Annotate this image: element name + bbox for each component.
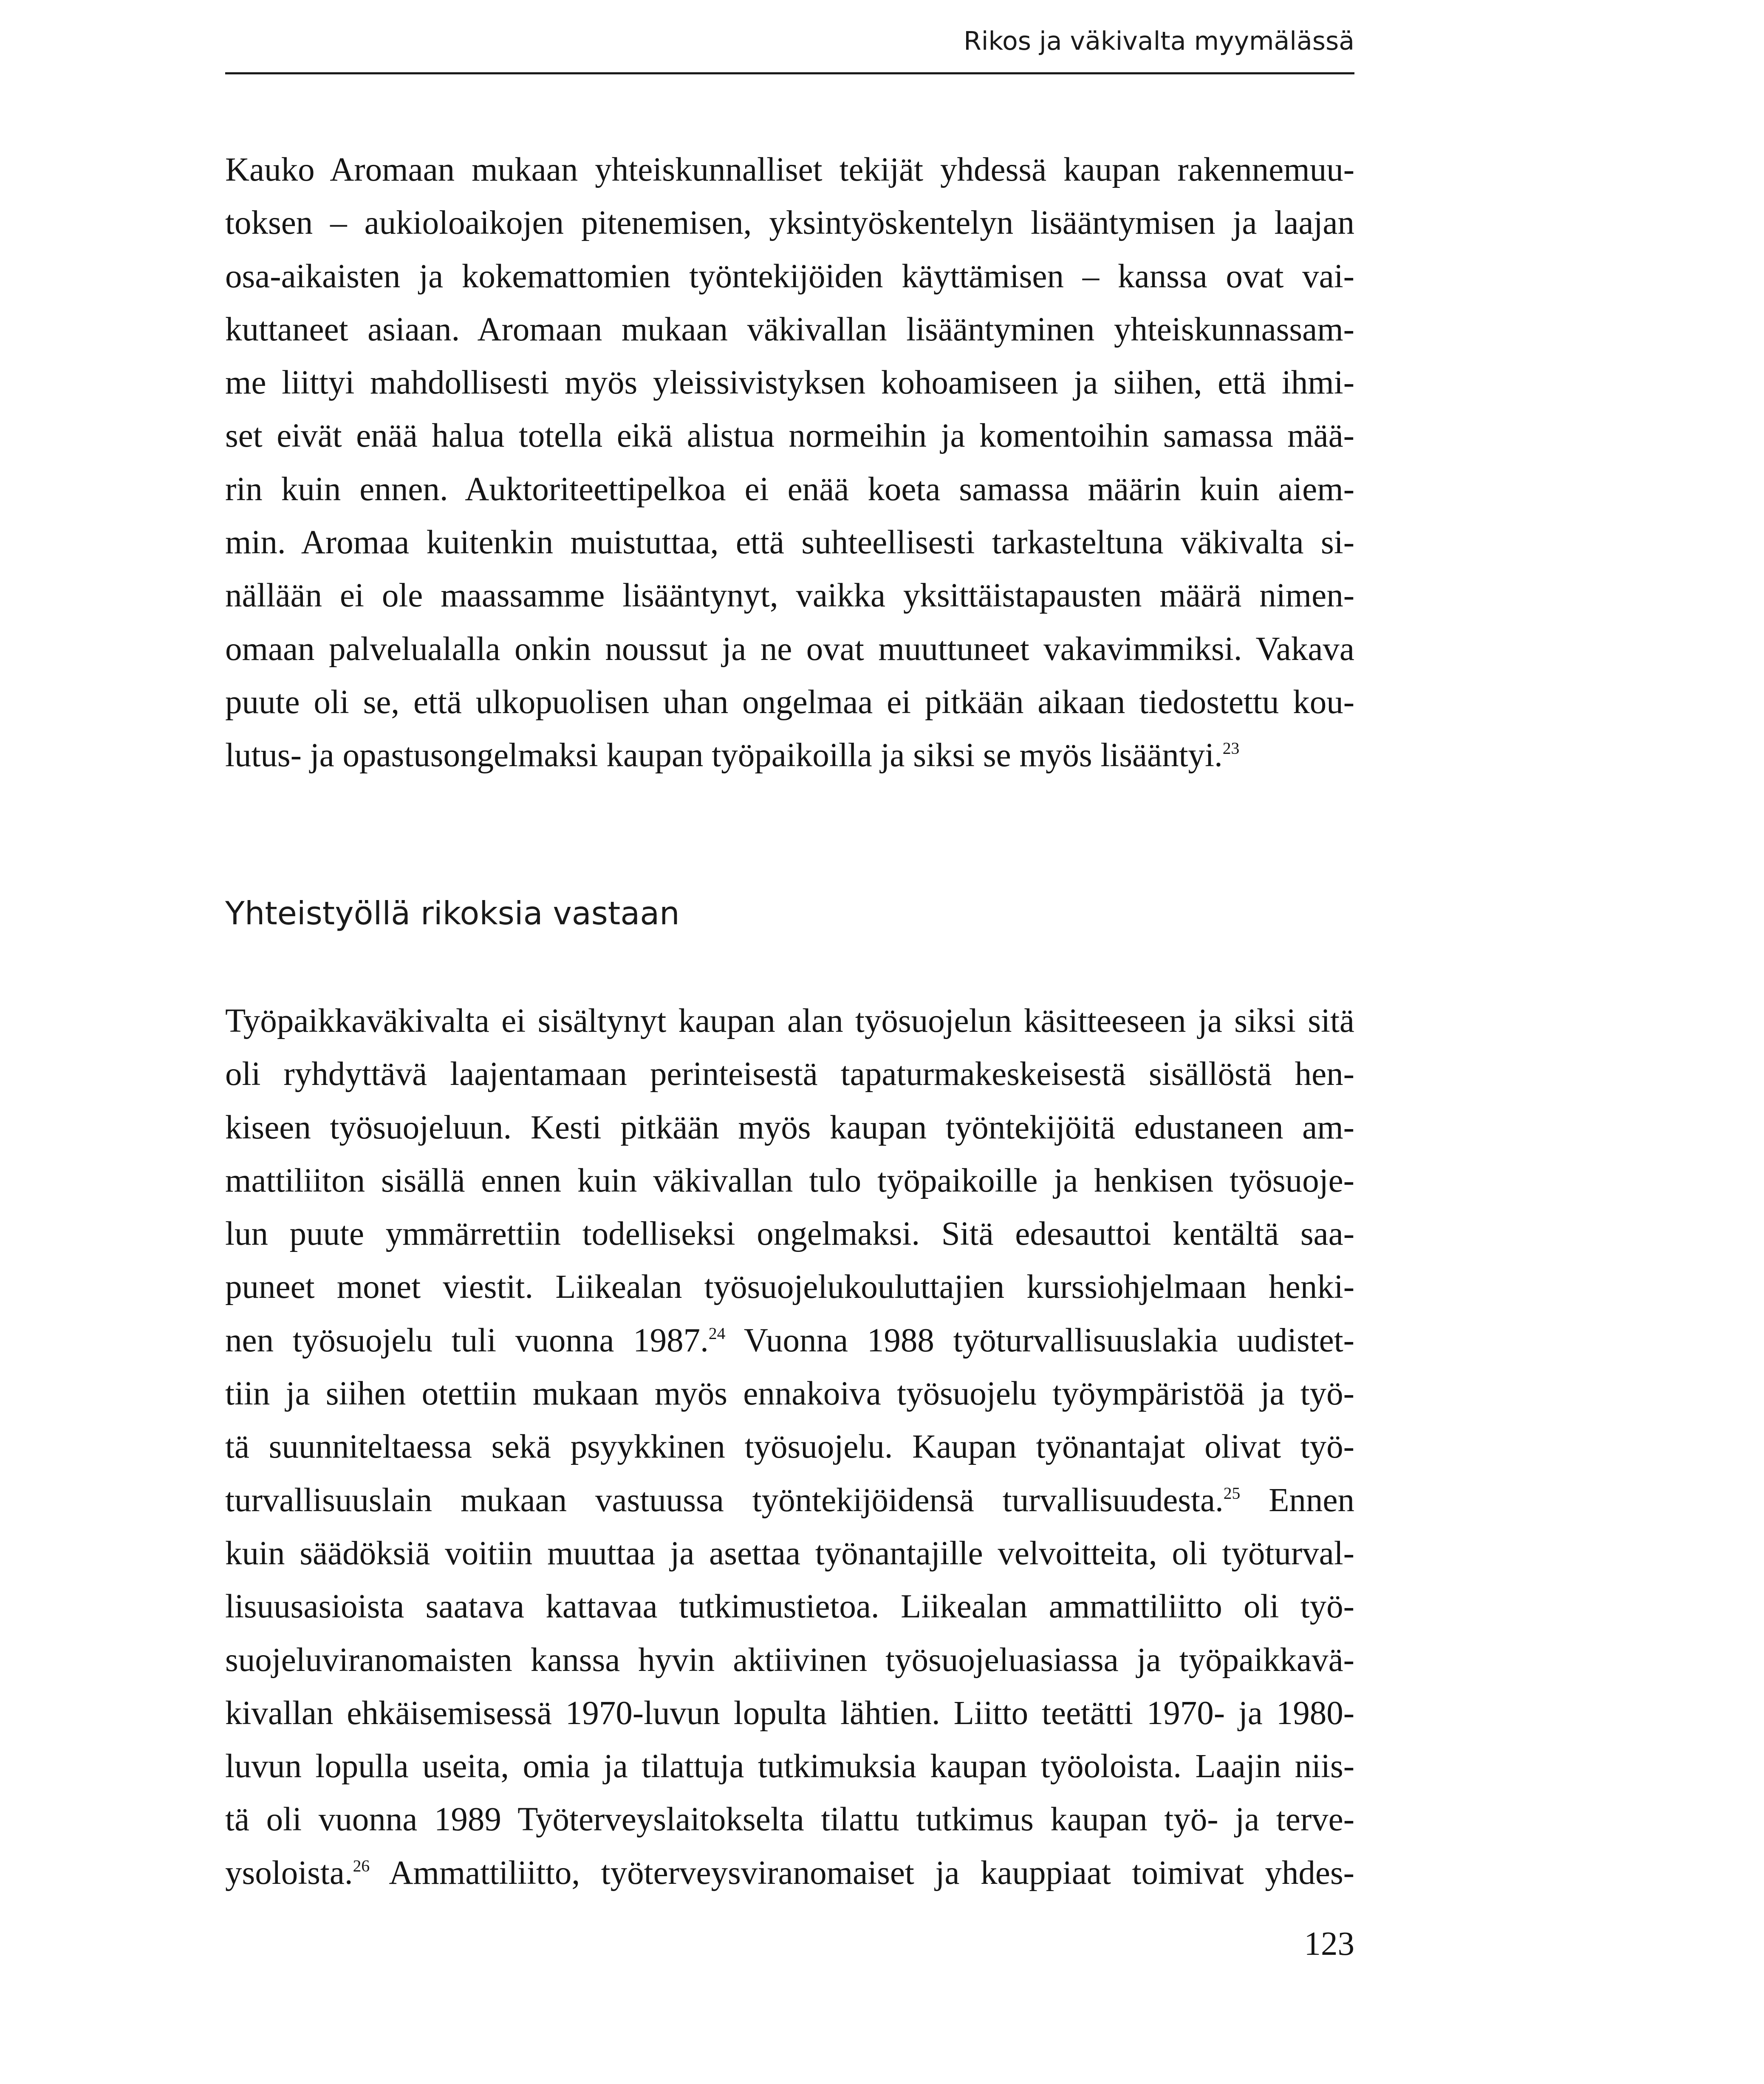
text-line: tä suunniteltaessa sekä psyykkinen työsuojelu. Kaupan työnantajat olivat työ- xyxy=(225,1428,1354,1466)
paragraph-yhteistyo xyxy=(225,994,1354,1900)
text-run: lutus- ja opastusongelmaksi kaupan työpaikoilla ja siksi se myös lisääntyi. xyxy=(225,737,1223,774)
text-line xyxy=(225,1846,1354,1900)
footnote-ref-25: 25 xyxy=(1223,1484,1241,1503)
text-line: kiseen työsuojeluun. Kesti pitkään myös kaupan työntekijöitä edustaneen am- xyxy=(225,1109,1354,1146)
text-line: kuttaneet asiaan. Aromaan mukaan väkivallan lisääntyminen yhteiskunnassam- xyxy=(225,311,1354,348)
text-line: Kauko Aromaan mukaan yhteiskunnalliset tekijät yhdessä kaupan rakennemuu- xyxy=(225,151,1354,188)
text-line: set eivät enää halua totella eikä alistua normeihin ja komentoihin samassa mää- xyxy=(225,417,1354,455)
header-rule xyxy=(225,72,1354,74)
text-line: me liittyi mahdollisesti myös yleissivistyksen kohoamiseen ja siihen, että ihmi- xyxy=(225,364,1354,402)
text-line: tä oli vuonna 1989 Työterveyslaitokselta tilattu tutkimus kaupan työ- ja terve- xyxy=(225,1801,1354,1838)
footnote-ref-26: 26 xyxy=(353,1856,370,1875)
text-line: luvun lopulla useita, omia ja tilattuja tutkimuksia kaupan työoloista. Laajin niis- xyxy=(225,1748,1354,1785)
section-heading: Yhteistyöllä rikoksia vastaan xyxy=(225,895,680,932)
text-run: Vuonna 1988 työturvallisuuslakia uudistet- xyxy=(725,1322,1354,1359)
text-line: toksen – aukioloaikojen pitenemisen, yksintyöskentelyn lisääntymisen ja laajan xyxy=(225,204,1354,242)
text-line: tiin ja siihen otettiin mukaan myös ennakoiva työsuojelu työympäristöä ja työ- xyxy=(225,1375,1354,1413)
text-line xyxy=(225,1314,1354,1367)
text-run: ysoloista. xyxy=(225,1854,353,1891)
text-line: rin kuin ennen. Auktoriteettipelkoa ei enää koeta samassa määrin kuin aiem- xyxy=(225,470,1354,508)
page-number: 123 xyxy=(1304,1925,1354,1962)
text-run: Ennen xyxy=(1240,1481,1354,1519)
running-head: Rikos ja väkivalta myymälässä xyxy=(964,26,1354,56)
footnote-ref-23: 23 xyxy=(1222,739,1240,758)
text-line: oli ryhdyttävä laajentamaan perinteisestä tapaturmakeskeisestä sisällöstä hen- xyxy=(225,1056,1354,1093)
text-line: omaan palvelualalla onkin noussut ja ne ovat muuttuneet vakavimmiksi. Vakava xyxy=(225,630,1354,668)
text-line: puute oli se, että ulkopuolisen uhan ongelmaa ei pitkään aikaan tiedostettu kou- xyxy=(225,683,1354,721)
text-line: suojeluviranomaisten kanssa hyvin aktiivinen työsuojeluasiassa ja työpaikkavä- xyxy=(225,1641,1354,1679)
text-run: Ammattiliitto, työterveysviranomaiset ja kauppiaat toimivat yhdes- xyxy=(370,1854,1354,1891)
text-line: min. Aromaa kuitenkin muistuttaa, että suhteellisesti tarkasteltuna väkivalta si- xyxy=(225,524,1354,561)
text-line: puneet monet viestit. Liikealan työsuojelukouluttajien kurssiohjelmaan henki- xyxy=(225,1269,1354,1306)
paragraph-aromaa xyxy=(225,143,1354,782)
text-line: lisuusasioista saatava kattavaa tutkimustietoa. Liikealan ammattiliitto oli työ- xyxy=(225,1588,1354,1625)
text-line: lun puute ymmärrettiin todelliseksi ongelmaksi. Sitä edesauttoi kentältä saa- xyxy=(225,1215,1354,1253)
text-line: Työpaikkaväkivalta ei sisältynyt kaupan alan työsuojelun käsitteeseen ja siksi sitä xyxy=(225,1002,1354,1039)
text-run: turvallisuuslain mukaan vastuussa työntekijöidensä turvallisuudesta. xyxy=(225,1481,1224,1519)
text-line: mattiliiton sisällä ennen kuin väkivallan tulo työpaikoille ja henkisen työsuoje- xyxy=(225,1162,1354,1199)
text-run: nen työsuojelu tuli vuonna 1987. xyxy=(225,1322,709,1359)
footnote-ref-24: 24 xyxy=(708,1324,726,1343)
text-line: kuin säädöksiä voitiin muuttaa ja asettaa työnantajille velvoitteita, oli työturval- xyxy=(225,1535,1354,1572)
text-line xyxy=(225,729,1354,782)
text-line: kivallan ehkäisemisessä 1970-luvun lopulta lähtien. Liitto teetätti 1970- ja 1980- xyxy=(225,1694,1354,1732)
text-line: nällään ei ole maassamme lisääntynyt, vaikka yksittäistapausten määrä nimen- xyxy=(225,577,1354,614)
text-line xyxy=(225,1474,1354,1527)
text-line: osa-aikaisten ja kokemattomien työntekijöiden käyttämisen – kanssa ovat vai- xyxy=(225,258,1354,295)
